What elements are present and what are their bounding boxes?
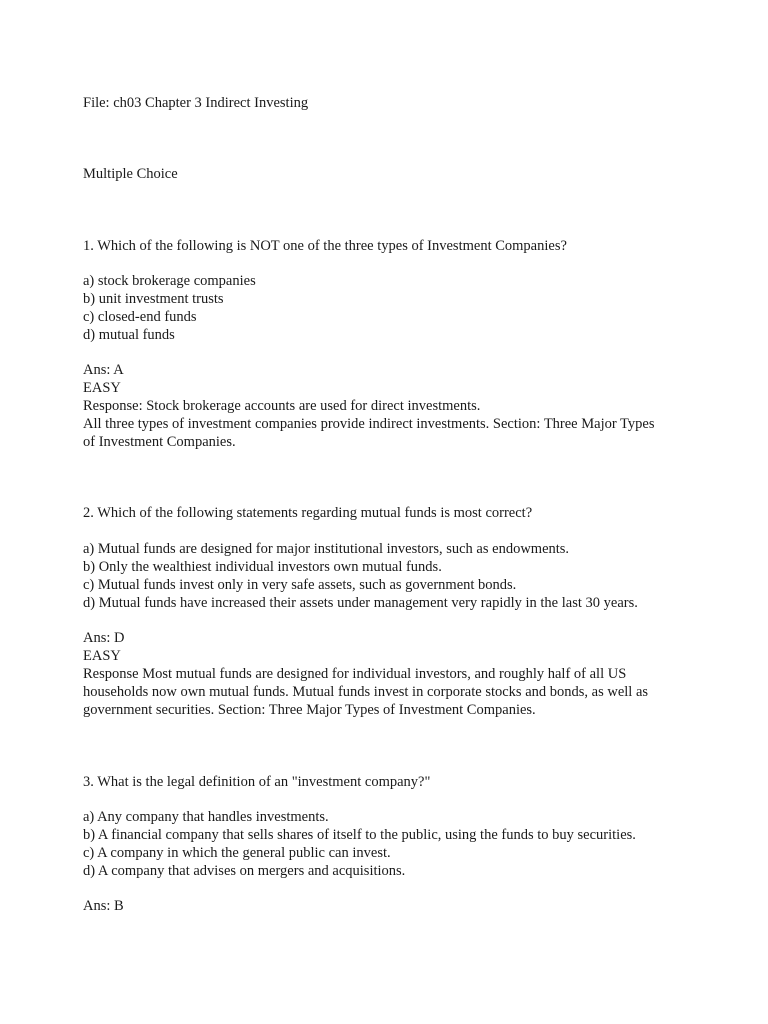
difficulty-label: EASY — [83, 648, 121, 664]
question-text: 1. Which of the following is NOT one of the three types of Investment Companies? — [83, 238, 567, 254]
difficulty-label: EASY — [83, 380, 121, 396]
answer-option: a) Mutual funds are designed for major institutional investors, such as endowments. — [83, 541, 570, 557]
response-line: of Investment Companies. — [83, 434, 236, 450]
answer-option: c) closed-end funds — [83, 309, 197, 325]
answer-option: c) A company in which the general public can invest. — [83, 845, 391, 861]
response-line: government securities. Section: Three Major Types of Investment Companies. — [83, 702, 536, 718]
response-line: Response Most mutual funds are designed for individual investors, and roughly half of all US — [83, 666, 627, 682]
response-line: households now own mutual funds. Mutual funds invest in corporate stocks and bonds, as well as — [83, 684, 649, 700]
question-text: 3. What is the legal definition of an "investment company?" — [83, 774, 431, 790]
section-heading: Multiple Choice — [83, 166, 178, 182]
response-line: All three types of investment companies provide indirect investments. Section: Three Major Types — [83, 416, 655, 432]
answer-option: d) Mutual funds have increased their assets under management very rapidly in the last 30 years. — [83, 595, 638, 611]
question-text: 2. Which of the following statements regarding mutual funds is most correct? — [83, 505, 533, 521]
answer-option: a) Any company that handles investments. — [83, 809, 329, 825]
answer-option: a) stock brokerage companies — [83, 273, 256, 289]
answer-option: b) unit investment trusts — [83, 291, 224, 307]
answer-option: d) mutual funds — [83, 327, 175, 343]
response-line: Response: Stock brokerage accounts are used for direct investments. — [83, 398, 481, 414]
answer-option: b) A financial company that sells shares of itself to the public, using the funds to buy securities. — [83, 827, 636, 843]
answer-option: b) Only the wealthiest individual investors own mutual funds. — [83, 559, 442, 575]
answer-option: c) Mutual funds invest only in very safe assets, such as government bonds. — [83, 577, 517, 593]
answer-key: Ans: A — [83, 362, 124, 378]
file-title: File: ch03 Chapter 3 Indirect Investing — [83, 95, 309, 111]
answer-key: Ans: B — [83, 898, 124, 914]
answer-option: d) A company that advises on mergers and acquisitions. — [83, 863, 406, 879]
answer-key: Ans: D — [83, 630, 125, 646]
